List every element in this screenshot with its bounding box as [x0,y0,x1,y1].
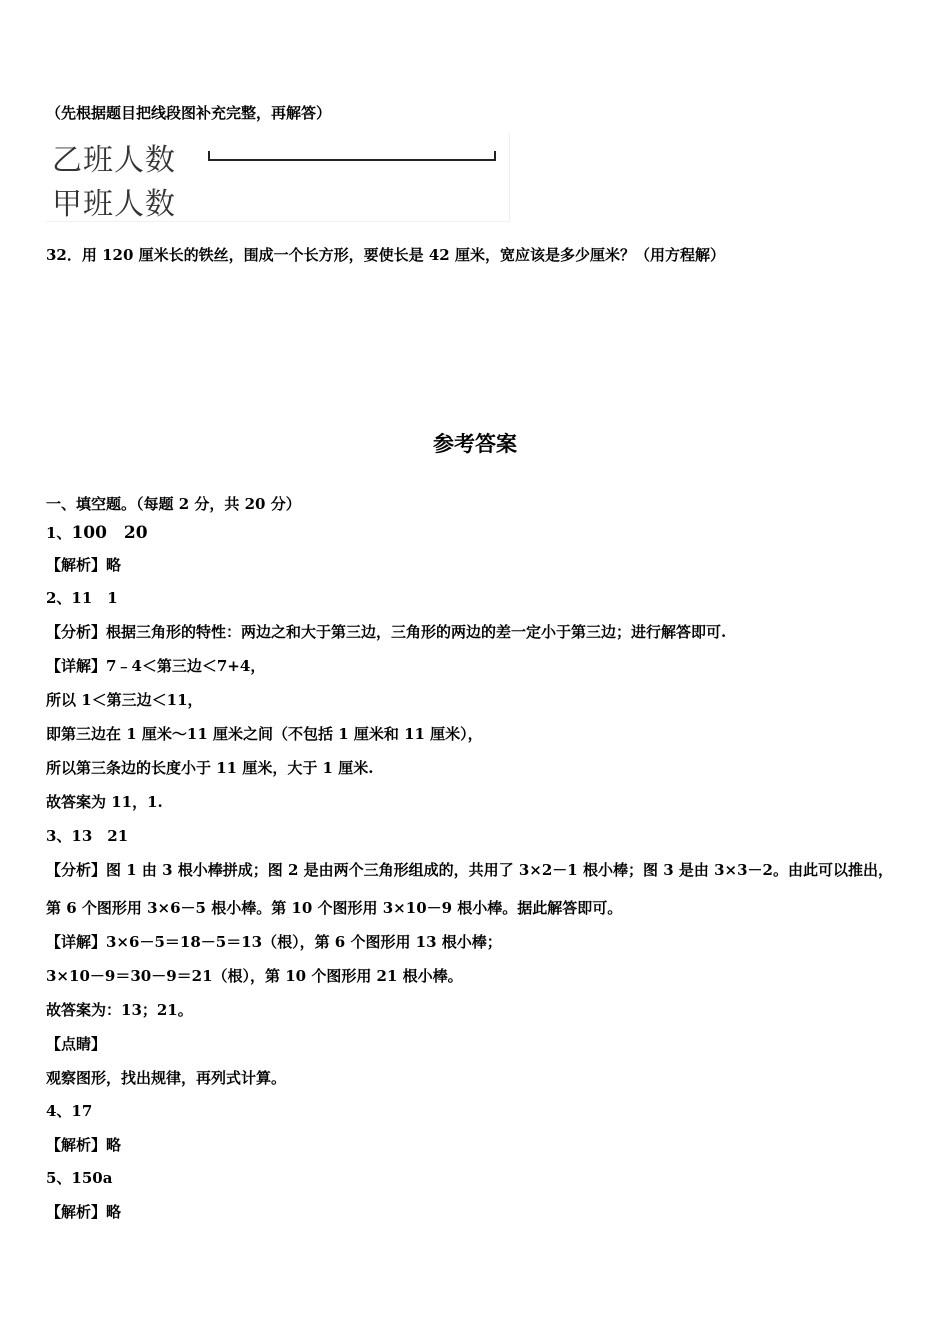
answer-2-detail-2: 所以 1＜第三边＜11， [46,691,203,709]
top-note: （先根据题目把线段图补充完整，再解答） [46,104,332,122]
answer-2-detail-4: 所以第三条边的长度小于 11 厘米，大于 1 厘米. [46,759,374,777]
answer-2-detail-1: 【详解】7﹣4＜第三边＜7+4， [46,657,266,675]
answer-3-detail-2: 3×10－9＝30－9＝21（根），第 10 个图形用 21 根小棒。 [46,967,463,985]
question-32: 32．用 120 厘米长的铁丝，围成一个长方形，要使长是 42 厘米，宽应该是多少厘米？（用方程解） [46,246,725,264]
answer-1-value: 100 20 [71,523,148,543]
answer-3-detail-1: 【详解】3×6－5＝18－5＝13（根），第 6 个图形用 13 根小棒； [46,933,502,951]
answer-1-num: 1、 [46,524,72,542]
answer-1 [46,518,148,543]
answer-2-analysis: 【分析】根据三角形的特性：两边之和大于第三边，三角形的两边的差一定小于第三边；进行解答即可. [46,623,727,641]
answer-2-final: 故答案为 11，1. [46,793,163,811]
answer-4-analysis: 【解析】略 [46,1136,122,1154]
answer-4: 4、17 [46,1102,93,1120]
label-jia-class: 甲班人数 [52,187,176,222]
answer-3-point-label: 【点睛】 [46,1035,107,1053]
answer-3: 3、13 21 [46,827,129,845]
answer-5: 5、150a [46,1169,113,1187]
answer-title: 参考答案 [433,432,517,456]
answer-2-detail-3: 即第三边在 1 厘米～11 厘米之间（不包括 1 厘米和 11 厘米）， [46,725,483,743]
answer-5-analysis: 【解析】略 [46,1203,122,1221]
answer-1-analysis: 【解析】略 [46,556,122,574]
answer-3-analysis-1: 【分析】图 1 由 3 根小棒拼成；图 2 是由两个三角形组成的，共用了 3×2－1 根小棒；图 3 是由 3×3－2。由此可以推出， [46,861,893,879]
answer-3-analysis-2: 第 6 个图形用 3×6－5 根小棒。第 10 个图形用 3×10－9 根小棒。据此解答即可。 [46,899,623,917]
label-yi-class: 乙班人数 [52,143,176,178]
answer-3-final: 故答案为：13；21。 [46,1001,193,1019]
answer-2: 2、11 1 [46,589,118,607]
section-1-heading: 一、填空题。（每题 2 分，共 20 分） [46,495,301,513]
answer-3-point: 观察图形，找出规律，再列式计算。 [46,1069,287,1087]
segment-diagram [46,133,510,222]
line-segment-yi [208,151,496,161]
